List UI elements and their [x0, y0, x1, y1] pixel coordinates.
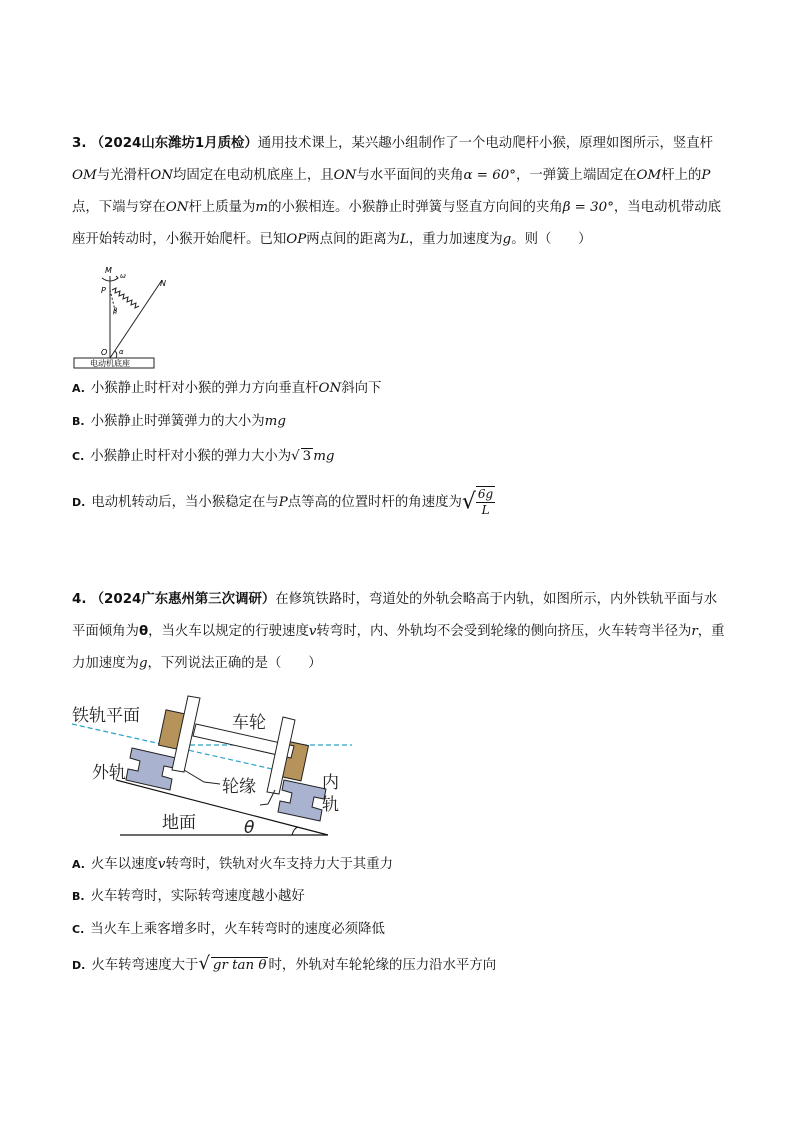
question-number: 4.: [72, 592, 87, 607]
motor-base-label: 电动机底座: [90, 359, 130, 368]
inner-rail: [278, 780, 326, 821]
label-n: N: [160, 279, 166, 288]
label-p: P: [101, 286, 106, 295]
alpha-arc: [115, 351, 117, 358]
option-a: A. 火车以速度v转弯时，铁轨对火车支持力大于其重力: [72, 857, 394, 872]
option-b: B. 火车转弯时，实际转弯速度越小越好: [72, 889, 305, 904]
label-m: M: [105, 266, 112, 275]
rail-plane-label: 铁轨平面: [72, 706, 140, 726]
question-4-stem: 4. （2024广东惠州第三次调研）在修筑铁路时，弯道处的外轨会略高于内轨，如图所示，内外铁轨平面与水平面倾角为θ，当火车以规定的行驶速度v转弯时，内、外轨均不会受到轮缘的侧向挤压，火车转弯半径为r，重力加速度为g，下列说法正确的是（ ）: [72, 592, 725, 671]
inner-rail-label-2: 轨: [322, 795, 339, 815]
question-source: （2024山东潍坊1月质检）: [90, 136, 258, 151]
outer-rail: [126, 748, 176, 790]
wheel-label: 车轮: [232, 713, 266, 733]
option-b: B. 小猴静止时弹簧弹力的大小为mg: [72, 414, 286, 429]
option-c: C. 小猴静止时杆对小猴的弹力大小为√ 3 mg: [72, 449, 335, 464]
spring: [112, 288, 139, 308]
question-3-stem: 3. （2024山东潍坊1月质检）通用技术课上，某兴趣小组制作了一个电动爬杆小猴，原理如图所示，竖直杆OM与光滑杆ON均固定在电动机底座上，且ON与水平面间的夹角α = 60°，一弹簧上端固定在OM杆上的P点，下端与穿在ON杆上质量为m的小猴相连。小猴静止时弹簧与竖直方向间的夹角β = 30°，当电动机带动底座开始转动时，小猴开始爬杆。已知OP两点间的距离为L，重力加速度为g。则（ ）: [72, 136, 722, 247]
option-d: D. 火车转弯速度大于√ gr tan θ 时，外轨对车轮轮缘的压力沿水平方向: [72, 953, 497, 974]
label-beta: β: [113, 307, 118, 315]
question-source: （2024广东惠州第三次调研）: [90, 592, 276, 607]
theta-label: θ: [244, 818, 255, 838]
theta-arc: [292, 827, 298, 835]
flange-label: 轮缘: [222, 777, 256, 797]
option-d: D. 电动机转动后，当小猴稳定在与P点等高的位置时杆的角速度为√ $\frac{6g}{L}$: [72, 487, 494, 517]
inner-rail-label-1: 内: [322, 773, 339, 793]
label-alpha: α: [119, 348, 124, 356]
ground-label: 地面: [162, 813, 196, 833]
option-a: A. 小猴静止时杆对小猴的弹力方向垂直杆ON斜向下: [72, 381, 382, 396]
option-c: C. 当火车上乘客增多时，火车转弯时的速度必须降低: [72, 922, 385, 937]
label-o: O: [101, 348, 108, 357]
railway-curve-figure: [70, 688, 370, 840]
label-omega: ω: [120, 272, 126, 280]
climbing-monkey-figure: [68, 262, 168, 370]
question-number: 3.: [72, 136, 87, 151]
flange-pointer: [184, 770, 220, 784]
outer-rail-label: 外轨: [92, 763, 126, 783]
